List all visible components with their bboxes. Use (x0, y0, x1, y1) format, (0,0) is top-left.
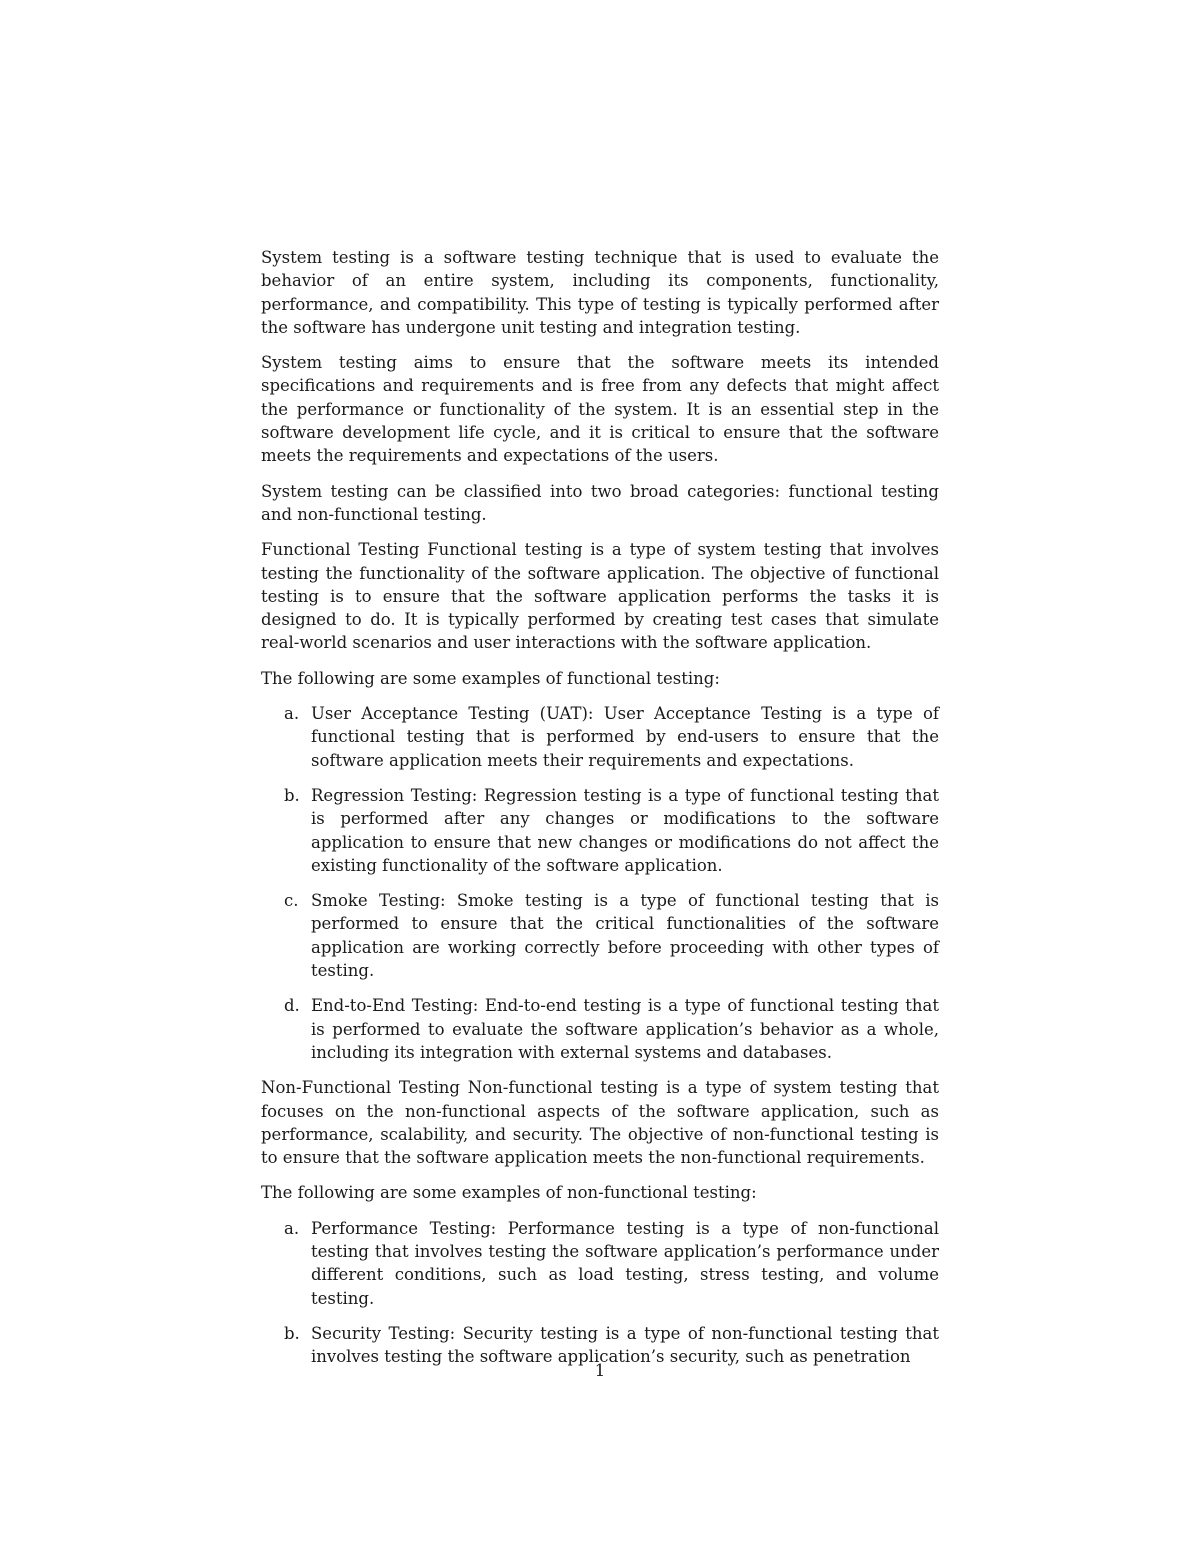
list-item-text: Regression Testing: Regression testing is a type of functional testing that is performed after any changes or modifications to the software application to ensure that new changes or modifications do not affect the existing functionality of the software application. (311, 785, 939, 875)
list-item (284, 1217, 939, 1310)
list-marker: a. (284, 704, 300, 724)
list-item (284, 702, 939, 772)
list-marker: d. (284, 996, 300, 1016)
list-item (284, 889, 939, 982)
paragraph-non-functional-examples-intro: The following are some examples of non-functional testing: (261, 1183, 757, 1203)
paragraph-non-functional-testing: Non-Functional Testing Non-functional testing is a type of system testing that focuses on the non-functional aspects of the software application, such as performance, scalability, and security. The objective of non-functional testing is to ensure that the software application meets the non-functional requirements. (261, 1078, 939, 1168)
list-marker: a. (284, 1218, 300, 1238)
list-marker: b. (284, 785, 300, 805)
paragraph-functional-testing: Functional Testing Functional testing is a type of system testing that involves testing the functionality of the software application. The objective of functional testing is to ensure that the software application performs the tasks it is designed to do. It is typically performed by creating test cases that simulate real-world scenarios and user interactions with the software application. (261, 540, 939, 653)
list-item-text: Security Testing: Security testing is a type of non-functional testing that involves testing the software application’s security, such as penetration (311, 1323, 939, 1367)
paragraph-intro: System testing is a software testing technique that is used to evaluate the behavior of an entire system, including its components, functionality, performance, and compatibility. This type of testing is typically performed after the software has undergone unit testing and integration testing. (261, 248, 939, 337)
list-item-text: End-to-End Testing: End-to-end testing is a type of functional testing that is performed to evaluate the software application’s behavior as a whole, including its integration with external systems and databases. (311, 996, 939, 1062)
functional-examples-list (261, 702, 939, 1064)
list-item-text: Smoke Testing: Smoke testing is a type of functional testing that is performed to ensure that the critical functionalities of the software application are working correctly before proceeding with other types of testing. (311, 891, 939, 981)
non-functional-examples-list (261, 1217, 939, 1369)
page-body (261, 246, 939, 1380)
paragraph-categories: System testing can be classified into two broad categories: functional testing and non-functional testing. (261, 481, 939, 524)
list-item-text: User Acceptance Testing (UAT): User Acceptance Testing is a type of functional testing that is performed by end-users to ensure that the software application meets their requirements and expectations. (311, 704, 939, 770)
list-item-text: Performance Testing: Performance testing is a type of non-functional testing that involves testing the software application’s performance under different conditions, such as load testing, stress testing, and volume testing. (311, 1218, 939, 1308)
page-number: 1 (594, 1361, 606, 1380)
paragraph-aims: System testing aims to ensure that the software meets its intended specifications and requirements and is free from any defects that might affect the performance or functionality of the system. It is an essential step in the software development life cycle, and it is critical to ensure that the software meets the requirements and expectations of the users. (261, 353, 939, 466)
paragraph-functional-examples-intro: The following are some examples of functional testing: (261, 668, 720, 688)
list-marker: b. (284, 1323, 300, 1343)
list-item (284, 994, 939, 1064)
list-marker: c. (284, 891, 299, 911)
list-item (284, 784, 939, 877)
